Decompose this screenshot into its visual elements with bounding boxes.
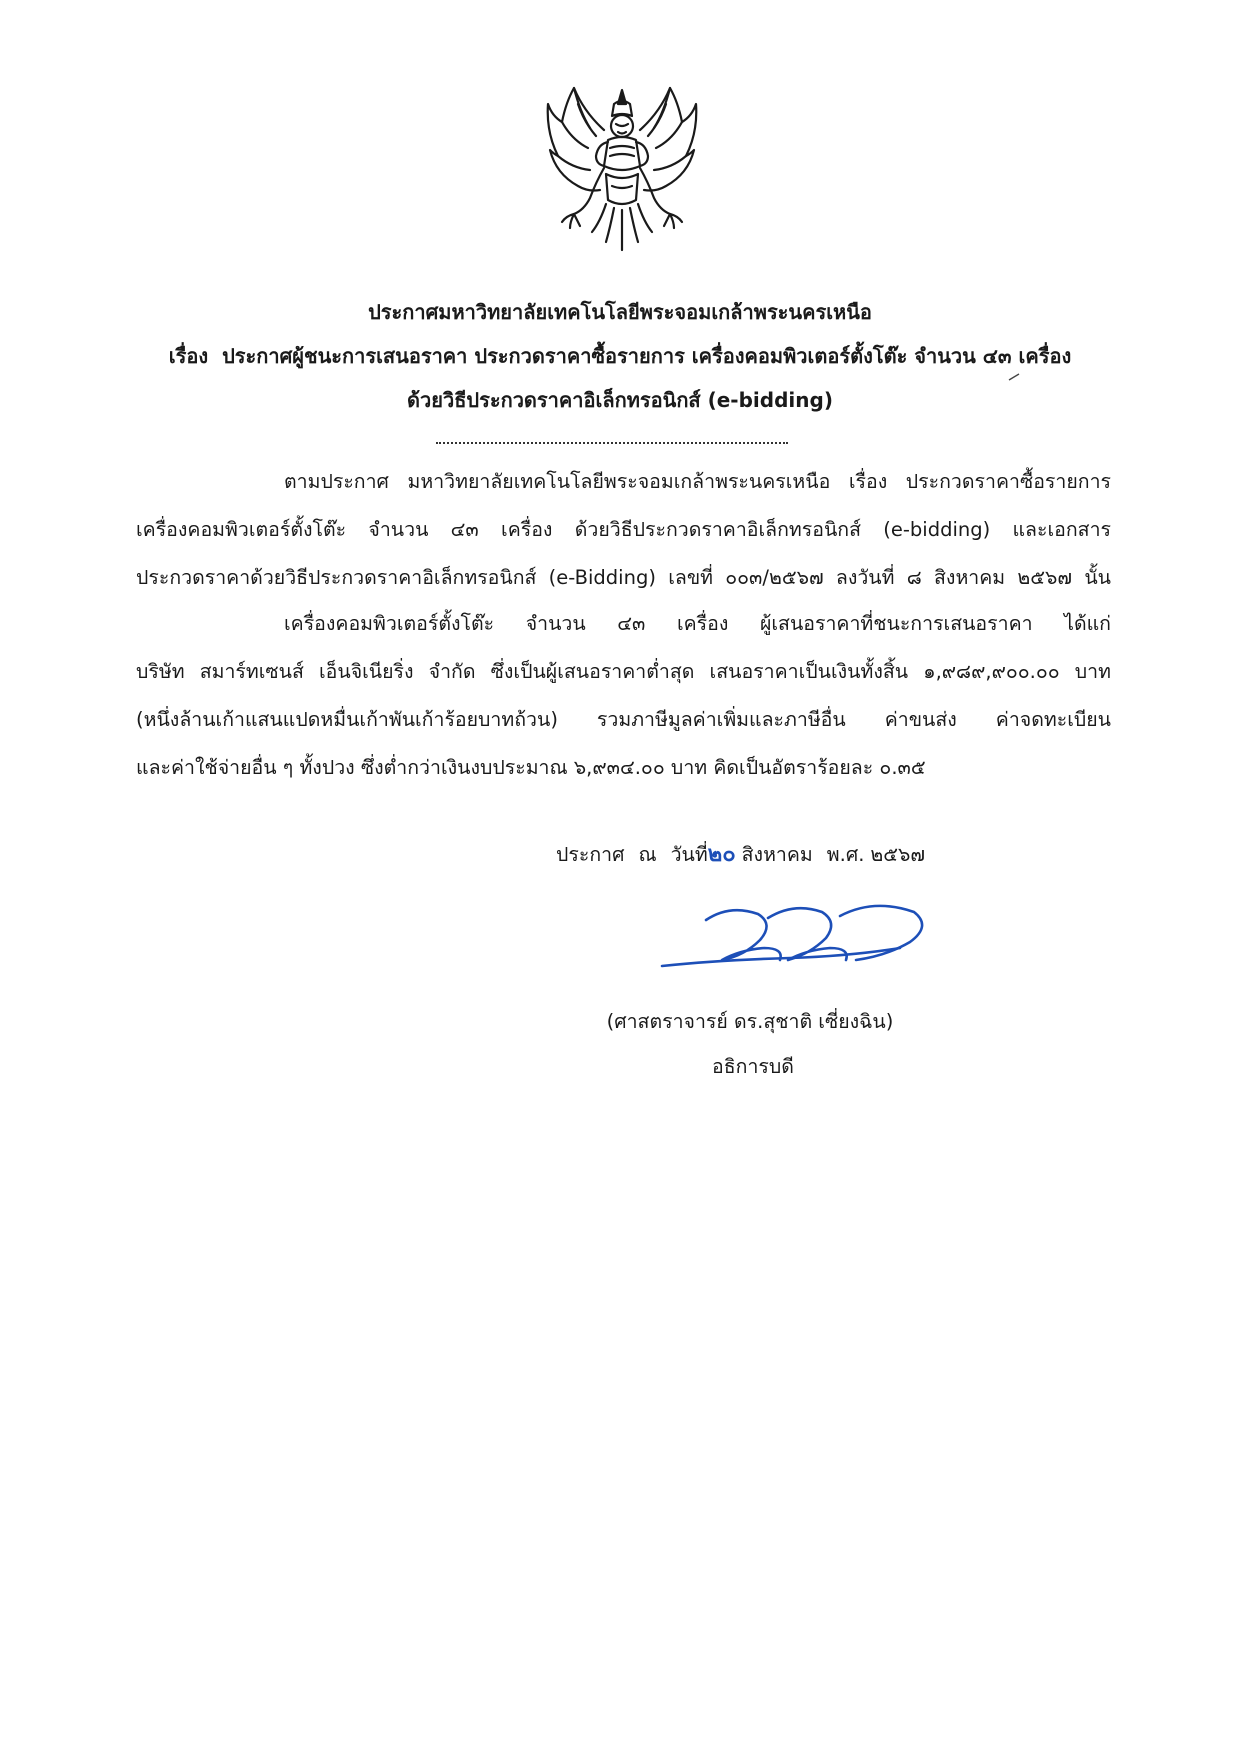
announced-label: ประกาศ bbox=[556, 843, 625, 866]
subject-label: เรื่อง bbox=[168, 344, 209, 368]
title-divider bbox=[436, 442, 788, 444]
paragraph-reference bbox=[136, 458, 1111, 602]
paragraph-line: ตามประกาศ มหาวิทยาลัยเทคโนโลยีพระจอมเกล้าพระนครเหนือ เรื่อง ประกวดราคาซื้อรายการ bbox=[284, 470, 1111, 493]
at-label: ณ bbox=[638, 843, 657, 866]
announcement-date bbox=[556, 836, 939, 871]
year-label: พ.ศ. bbox=[826, 843, 865, 866]
month: สิงหาคม bbox=[741, 843, 813, 866]
subject-line bbox=[0, 340, 1240, 372]
paragraph-winner bbox=[136, 600, 1111, 792]
signer-position: อธิการบดี bbox=[712, 1055, 794, 1078]
paragraph-line: เครื่องคอมพิวเตอร์ตั้งโต๊ะ จำนวน ๔๓ เครื่อง ด้วยวิธีประกวดราคาอิเล็กทรอนิกส์ (e-bidding) และเอกสาร bbox=[136, 518, 1111, 541]
year: ๒๕๖๗ bbox=[870, 843, 926, 866]
subject-text: ประกาศผู้ชนะการเสนอราคา ประกวดราคาซื้อรายการ เครื่องคอมพิวเตอร์ตั้งโต๊ะ จำนวน ๔๓ เครื่อง bbox=[222, 344, 1072, 368]
signer-name: (ศาสตราจารย์ ดร.สุชาติ เซี่ยงฉิน) bbox=[606, 1010, 894, 1033]
pen-tick-mark bbox=[1008, 373, 1020, 381]
paragraph-line: บริษัท สมาร์ทเซนส์ เอ็นจิเนียริ่ง จำกัด ซึ่งเป็นผู้เสนอราคาต่ำสุด เสนอราคาเป็นเงินทั้งสิ้น ๑,๙๘๙,๙๐๐.๐๐ บาท bbox=[136, 660, 1111, 683]
day-label: วันที่ bbox=[670, 843, 708, 866]
paragraph-line: และค่าใช้จ่ายอื่น ๆ ทั้งปวง ซึ่งต่ำกว่าเงินงบประมาณ ๖,๙๓๔.๐๐ บาท คิดเป็นอัตราร้อยละ ๐.๓๕ bbox=[136, 756, 926, 779]
garuda-emblem-icon bbox=[544, 82, 700, 257]
procurement-method: ด้วยวิธีประกวดราคาอิเล็กทรอนิกส์ (e-bidding) bbox=[407, 388, 833, 412]
issuer-title: ประกาศมหาวิทยาลัยเทคโนโลยีพระจอมเกล้าพระนครเหนือ bbox=[368, 300, 872, 324]
paragraph-line: เครื่องคอมพิวเตอร์ตั้งโต๊ะ จำนวน ๔๓ เครื่อง ผู้เสนอราคาที่ชนะการเสนอราคา ได้แก่ bbox=[284, 612, 1111, 635]
handwritten-signature-icon bbox=[660, 890, 930, 974]
handwritten-day: ๒๐ bbox=[707, 842, 736, 867]
paragraph-line: ประกวดราคาด้วยวิธีประกวดราคาอิเล็กทรอนิกส์ (e-Bidding) เลขที่ ๐๐๓/๒๕๖๗ ลงวันที่ ๘ สิงหาคม ๒๕๖๗ นั้น bbox=[136, 566, 1111, 589]
paragraph-line: (หนึ่งล้านเก้าแสนแปดหมื่นเก้าพันเก้าร้อยบาทถ้วน) รวมภาษีมูลค่าเพิ่มและภาษีอื่น ค่าขนส่ง ค่าจดทะเบียน bbox=[136, 708, 1111, 731]
